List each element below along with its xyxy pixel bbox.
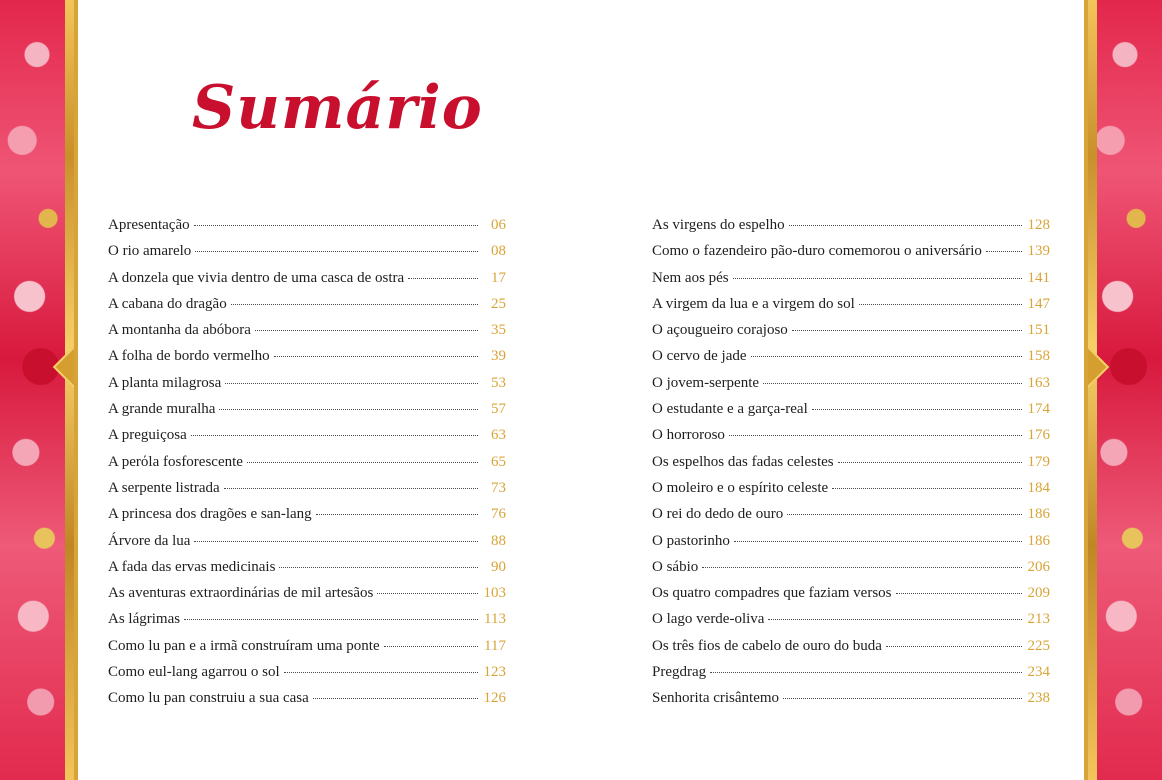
dot-leader: [702, 566, 1022, 568]
dot-leader: [279, 566, 478, 568]
toc-entry[interactable]: [652, 243, 1050, 269]
toc-entry-title: O horroroso: [652, 427, 725, 444]
gold-band: [1088, 0, 1097, 780]
toc-entry-page: 141: [1027, 269, 1050, 286]
toc-entry-page: 147: [1027, 295, 1050, 312]
toc-entry-title: A folha de bordo vermelho: [108, 348, 270, 365]
toc-entry-page: 117: [484, 637, 506, 654]
toc-entry-page: 65: [491, 453, 506, 470]
decorative-border-left: [0, 0, 78, 780]
toc-entry-page: 76: [491, 506, 506, 523]
toc-entry-title: Os três fios de cabelo de ouro do buda: [652, 637, 882, 654]
toc-entry-title: A donzela que vivia dentro de uma casca de ostra: [108, 269, 405, 286]
decorative-border-right: [1084, 0, 1162, 780]
toc-entry[interactable]: [652, 690, 1050, 716]
toc-entry-page: 25: [491, 295, 506, 312]
toc-entry-page: 126: [483, 690, 506, 707]
dot-leader: [194, 224, 478, 226]
dot-leader: [896, 592, 1022, 594]
dot-leader: [886, 645, 1022, 647]
toc-entry[interactable]: [108, 243, 506, 269]
toc-entry-title: Como o fazendeiro pão-duro comemorou o aniversário: [652, 243, 982, 260]
toc-entry-title: Árvore da lua: [108, 532, 191, 549]
dot-leader: [729, 434, 1022, 436]
toc-entry-title: A planta milagrosa: [108, 374, 222, 391]
toc-entry-title: O moleiro e o espírito celeste: [652, 479, 829, 496]
toc-entry[interactable]: [652, 480, 1050, 506]
toc-entry-title: Como eul-lang agarrou o sol: [108, 664, 280, 681]
toc-entry-title: O estudante e a garça-real: [652, 401, 808, 418]
toc-entry[interactable]: [108, 296, 506, 322]
toc-entry-page: 206: [1027, 558, 1050, 575]
toc-entry-title: Os quatro compadres que faziam versos: [652, 585, 892, 602]
toc-entry-title: A fada das ervas medicinais: [108, 558, 276, 575]
toc-entry-page: 39: [491, 348, 506, 365]
toc-entry[interactable]: [108, 638, 506, 664]
toc-entry-page: 179: [1027, 453, 1050, 470]
toc-entry[interactable]: [108, 585, 506, 611]
toc-entry-title: O jovem-serpente: [652, 374, 760, 391]
gold-band: [65, 0, 74, 780]
dot-leader: [787, 513, 1022, 515]
dot-leader: [859, 303, 1022, 305]
toc-entry-title: A montanha da abóbora: [108, 322, 251, 339]
toc-entry[interactable]: [108, 559, 506, 585]
toc-entry-page: 139: [1027, 243, 1050, 260]
toc-entry-page: 73: [491, 479, 506, 496]
toc-entry-page: 225: [1027, 637, 1050, 654]
toc-entry[interactable]: [108, 348, 506, 374]
toc-entry-page: 53: [491, 374, 506, 391]
toc-entry-title: O cervo de jade: [652, 348, 747, 365]
toc-entry-title: A serpente listrada: [108, 479, 220, 496]
page-title: Sumário: [192, 73, 483, 143]
toc-entry-title: A preguiçosa: [108, 427, 187, 444]
dot-leader: [812, 408, 1022, 410]
dot-leader: [377, 592, 478, 594]
toc-entry[interactable]: [108, 270, 506, 296]
toc-entry-page: 17: [491, 269, 506, 286]
toc-entry-title: Como lu pan construiu a sua casa: [108, 690, 309, 707]
dot-leader: [274, 355, 478, 357]
dot-leader: [986, 250, 1022, 252]
toc-entry-page: 186: [1027, 506, 1050, 523]
toc-entry-page: 186: [1027, 532, 1050, 549]
toc-entry[interactable]: [652, 506, 1050, 532]
toc-entry-page: 113: [484, 611, 506, 628]
toc-entry-title: Apresentação: [108, 217, 190, 233]
toc-entry-page: 174: [1027, 401, 1050, 418]
toc-entry[interactable]: [108, 322, 506, 348]
toc-entry[interactable]: [108, 690, 506, 716]
toc-entry-page: 176: [1027, 427, 1050, 444]
toc-column-right: [652, 217, 1050, 717]
toc-entry[interactable]: [652, 585, 1050, 611]
toc-entry-title: As aventuras extraordinárias de mil artesãos: [108, 585, 374, 602]
dot-leader: [384, 645, 478, 647]
dot-leader: [783, 697, 1022, 699]
toc-entry-title: A cabana do dragão: [108, 295, 227, 312]
toc-entry[interactable]: [108, 454, 506, 480]
dot-leader: [191, 434, 478, 436]
toc-entry-title: As virgens do espelho: [652, 217, 785, 233]
toc-entry-title: Os espelhos das fadas celestes: [652, 453, 834, 470]
toc-entry[interactable]: [108, 480, 506, 506]
toc-entry-page: 103: [483, 585, 506, 602]
dot-leader: [184, 618, 478, 620]
dot-leader: [733, 277, 1022, 279]
toc-entry-page: 90: [491, 558, 506, 575]
toc-entry-title: A virgem da lua e a virgem do sol: [652, 295, 855, 312]
toc-entry-title: O rio amarelo: [108, 243, 192, 260]
dot-leader: [313, 697, 478, 699]
toc-entry-page: 163: [1027, 374, 1050, 391]
toc-entry[interactable]: [108, 506, 506, 532]
toc-entry[interactable]: [652, 217, 1050, 243]
toc-entry-page: 238: [1027, 690, 1050, 707]
dot-leader: [194, 540, 478, 542]
toc-entry[interactable]: [108, 401, 506, 427]
toc-entry-page: 213: [1027, 611, 1050, 628]
dot-leader: [219, 408, 478, 410]
toc-entry-title: O pastorinho: [652, 532, 730, 549]
toc-entry[interactable]: [652, 322, 1050, 348]
toc-entry-title: O rei do dedo de ouro: [652, 506, 784, 523]
toc-entry-page: 06: [491, 217, 506, 233]
toc-entry-page: 128: [1027, 217, 1050, 233]
toc-entry-title: O sábio: [652, 558, 699, 575]
toc-entry-title: A grande muralha: [108, 401, 216, 418]
dot-leader: [247, 461, 478, 463]
toc-entry[interactable]: [108, 375, 506, 401]
dot-leader: [231, 303, 478, 305]
dot-leader: [768, 618, 1022, 620]
toc-entry[interactable]: [108, 611, 506, 637]
toc-entry-page: 08: [491, 243, 506, 260]
dot-leader: [224, 487, 478, 489]
toc-entry[interactable]: [652, 270, 1050, 296]
dot-leader: [838, 461, 1022, 463]
dot-leader: [255, 329, 478, 331]
dot-leader: [763, 382, 1022, 384]
dot-leader: [316, 513, 478, 515]
toc-entry[interactable]: [108, 427, 506, 453]
dot-leader: [792, 329, 1022, 331]
toc-entry[interactable]: [108, 664, 506, 690]
toc-entry-title: Nem aos pés: [652, 269, 729, 286]
toc-entry[interactable]: [652, 559, 1050, 585]
dot-leader: [832, 487, 1022, 489]
dot-leader: [284, 671, 478, 673]
toc-entry[interactable]: [652, 664, 1050, 690]
toc-entry-title: O lago verde-oliva: [652, 611, 765, 628]
toc-entry[interactable]: [652, 401, 1050, 427]
toc-entry-page: 209: [1027, 585, 1050, 602]
toc-entry-page: 88: [491, 532, 506, 549]
dot-leader: [734, 540, 1022, 542]
toc-entry-title: O açougueiro corajoso: [652, 322, 788, 339]
toc-entry-page: 234: [1027, 664, 1050, 681]
dot-leader: [789, 224, 1022, 226]
dot-leader: [195, 250, 478, 252]
toc-entry-page: 184: [1027, 479, 1050, 496]
dot-leader: [408, 277, 478, 279]
toc-entry-title: A perόla fosforescente: [108, 453, 243, 470]
toc-entry[interactable]: [652, 427, 1050, 453]
dot-leader: [225, 382, 478, 384]
toc-entry-page: 123: [483, 664, 506, 681]
toc-entry-title: Pregdrag: [652, 664, 707, 681]
toc-column-left: [108, 217, 506, 717]
toc-entry-title: As lágrimas: [108, 611, 181, 628]
toc-entry[interactable]: [652, 533, 1050, 559]
toc-entry-title: A princesa dos dragões e san-lang: [108, 506, 312, 523]
toc-entry[interactable]: [652, 296, 1050, 322]
toc-entry[interactable]: [108, 533, 506, 559]
toc-entry[interactable]: [652, 611, 1050, 637]
toc-entry[interactable]: [108, 217, 506, 243]
toc-entry[interactable]: [652, 454, 1050, 480]
dot-leader: [751, 355, 1022, 357]
toc-entry-title: Senhorita crisântemo: [652, 690, 780, 707]
toc-entry-title: Como lu pan e a irmã construíram uma ponte: [108, 637, 380, 654]
toc-entry-page: 57: [491, 401, 506, 418]
dot-leader: [710, 671, 1022, 673]
toc-entry-page: 151: [1027, 322, 1050, 339]
toc-entry[interactable]: [652, 348, 1050, 374]
toc-entry[interactable]: [652, 638, 1050, 664]
toc-entry-page: 63: [491, 427, 506, 444]
toc-entry[interactable]: [652, 375, 1050, 401]
toc-entry-page: 35: [491, 322, 506, 339]
toc-entry-page: 158: [1027, 348, 1050, 365]
